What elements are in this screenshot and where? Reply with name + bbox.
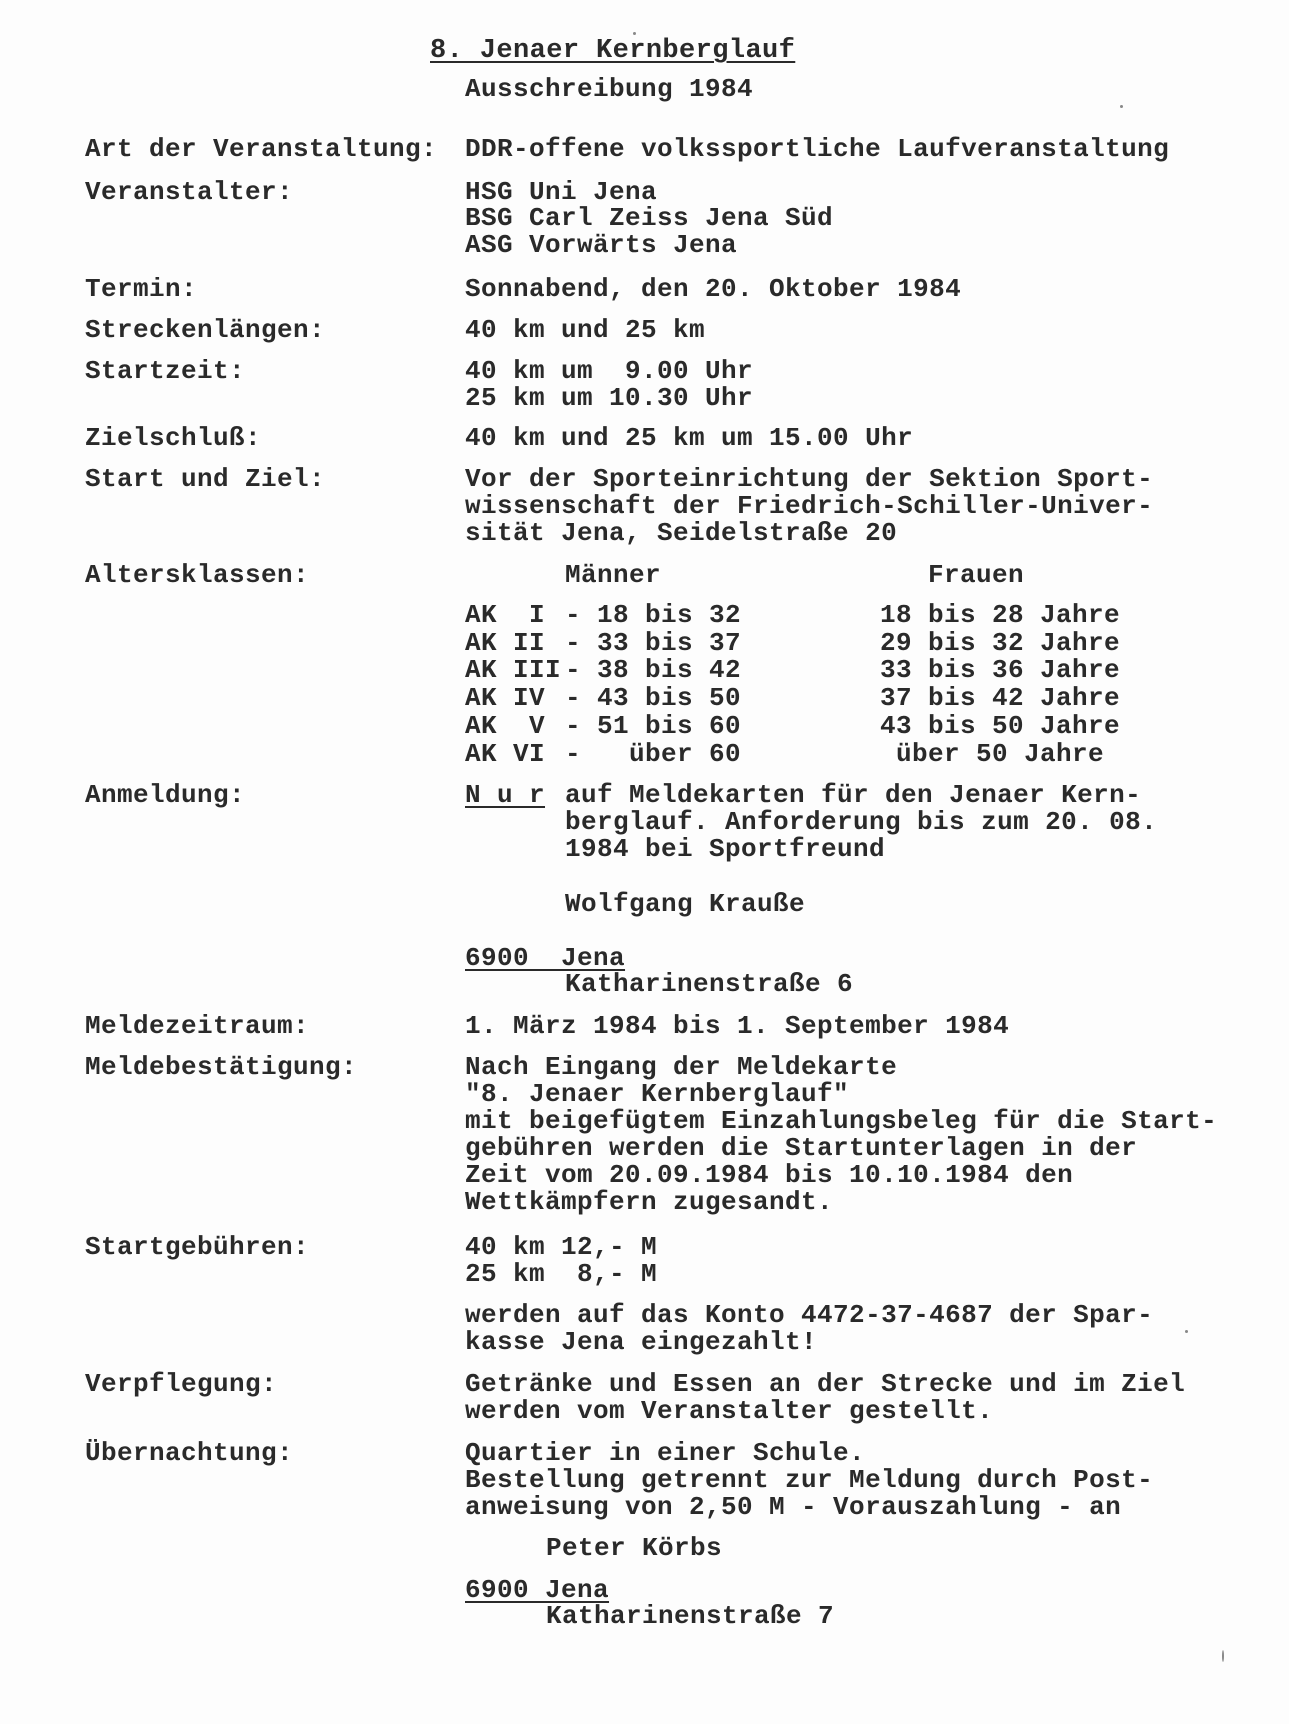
label-art: Art der Veranstaltung:: [85, 134, 438, 164]
age-class: AK II: [465, 628, 546, 658]
age-range-men: - 38 bis 42: [565, 655, 742, 685]
start-ziel-line: sität Jena, Seidelstraße 20: [465, 518, 898, 548]
meldebestaetigung-line: mit beigefügtem Einzahlungsbeleg für die Start-: [465, 1106, 1218, 1136]
value-streckenlaengen: 40 km und 25 km: [465, 315, 706, 345]
label-streckenlaengen: Streckenlängen:: [85, 315, 326, 345]
age-range-men: - 51 bis 60: [565, 711, 742, 741]
age-range-women: 18 bis 28 Jahre: [880, 600, 1121, 630]
start-ziel-line: Vor der Sporteinrichtung der Sektion Sport-: [465, 464, 1154, 494]
uebernachtung-line: Bestellung getrennt zur Meldung durch Post-: [465, 1465, 1154, 1495]
value-termin: Sonnabend, den 20. Oktober 1984: [465, 274, 962, 304]
label-start-ziel: Start und Ziel:: [85, 464, 326, 494]
value-zielschluss: 40 km und 25 km um 15.00 Uhr: [465, 423, 914, 453]
anmeldung-emphasis: N u r: [465, 780, 546, 810]
verpflegung-line: werden vom Veranstalter gestellt.: [465, 1396, 994, 1426]
label-meldezeitraum: Meldezeitraum:: [85, 1011, 310, 1041]
start-ziel-line: wissenschaft der Friedrich-Schiller-Univer-: [465, 491, 1154, 521]
konto-line: werden auf das Konto 4472-37-4687 der Spar-: [465, 1300, 1154, 1330]
veranstalter-line: ASG Vorwärts Jena: [465, 230, 738, 260]
age-range-women: 43 bis 50 Jahre: [880, 711, 1121, 741]
age-class: AK V: [465, 711, 546, 741]
label-uebernachtung: Übernachtung:: [85, 1438, 294, 1468]
scan-speck: [1120, 105, 1123, 108]
veranstalter-line: HSG Uni Jena: [465, 177, 658, 207]
age-range-men: - 18 bis 32: [565, 600, 742, 630]
document-subtitle: Ausschreibung 1984: [465, 74, 754, 104]
header-maenner: Männer: [565, 560, 662, 590]
scan-speck: [633, 32, 636, 35]
age-range-men: - 43 bis 50: [565, 683, 742, 713]
startzeit-line: 25 km um 10.30 Uhr: [465, 383, 754, 413]
label-veranstalter: Veranstalter:: [85, 177, 294, 207]
scan-speck: [1185, 1330, 1188, 1333]
label-termin: Termin:: [85, 274, 198, 304]
anmeldung-line: 1984 bei Sportfreund: [565, 834, 886, 864]
anmeldung-contact-city: 6900 Jena: [465, 943, 626, 973]
meldebestaetigung-line: gebühren werden die Startunterlagen in der: [465, 1133, 1138, 1163]
age-class: AK IV: [465, 683, 546, 713]
uebernachtung-line: anweisung von 2,50 M - Vorauszahlung - an: [465, 1492, 1122, 1522]
age-range-women: 33 bis 36 Jahre: [880, 655, 1121, 685]
header-frauen: Frauen: [928, 560, 1025, 590]
value-art: DDR-offene volkssportliche Laufveranstaltung: [465, 134, 1170, 164]
meldebestaetigung-line: "8. Jenaer Kernberglauf": [465, 1079, 850, 1109]
uebernachtung-contact-street: Katharinenstraße 7: [546, 1601, 835, 1631]
anmeldung-line: berglauf. Anforderung bis zum 20. 08.: [565, 807, 1158, 837]
age-range-men: - über 60: [565, 739, 742, 769]
scan-speck: [1222, 1650, 1224, 1662]
age-class: AK I: [465, 600, 546, 630]
startgebuehren-line: 25 km 8,- M: [465, 1259, 658, 1289]
age-class: AK VI: [465, 739, 546, 769]
age-range-women: über 50 Jahre: [880, 739, 1105, 769]
label-startgebuehren: Startgebühren:: [85, 1232, 310, 1262]
document-title: 8. Jenaer Kernberglauf: [430, 36, 796, 66]
uebernachtung-line: Quartier in einer Schule.: [465, 1438, 866, 1468]
age-class: AK III: [465, 655, 562, 685]
label-verpflegung: Verpflegung:: [85, 1369, 278, 1399]
meldebestaetigung-line: Nach Eingang der Meldekarte: [465, 1052, 898, 1082]
age-range-women: 37 bis 42 Jahre: [880, 683, 1121, 713]
age-range-women: 29 bis 32 Jahre: [880, 628, 1121, 658]
anmeldung-line: auf Meldekarten für den Jenaer Kern-: [565, 780, 1142, 810]
konto-line: kasse Jena eingezahlt!: [465, 1327, 818, 1357]
anmeldung-contact-name: Wolfgang Krauße: [565, 889, 806, 919]
uebernachtung-contact-city: 6900 Jena: [465, 1575, 610, 1605]
startzeit-line: 40 km um 9.00 Uhr: [465, 356, 754, 386]
age-range-men: - 33 bis 37: [565, 628, 742, 658]
meldebestaetigung-line: Wettkämpfern zugesandt.: [465, 1187, 834, 1217]
startgebuehren-line: 40 km 12,- M: [465, 1232, 658, 1262]
veranstalter-line: BSG Carl Zeiss Jena Süd: [465, 203, 834, 233]
label-anmeldung: Anmeldung:: [85, 780, 246, 810]
value-meldezeitraum: 1. März 1984 bis 1. September 1984: [465, 1011, 1010, 1041]
uebernachtung-contact-name: Peter Körbs: [546, 1533, 723, 1563]
meldebestaetigung-line: Zeit vom 20.09.1984 bis 10.10.1984 den: [465, 1160, 1074, 1190]
verpflegung-line: Getränke und Essen an der Strecke und im Ziel: [465, 1369, 1186, 1399]
label-startzeit: Startzeit:: [85, 356, 246, 386]
label-meldebestaetigung: Meldebestätigung:: [85, 1052, 358, 1082]
anmeldung-contact-street: Katharinenstraße 6: [565, 969, 854, 999]
label-altersklassen: Altersklassen:: [85, 560, 310, 590]
label-zielschluss: Zielschluß:: [85, 423, 262, 453]
